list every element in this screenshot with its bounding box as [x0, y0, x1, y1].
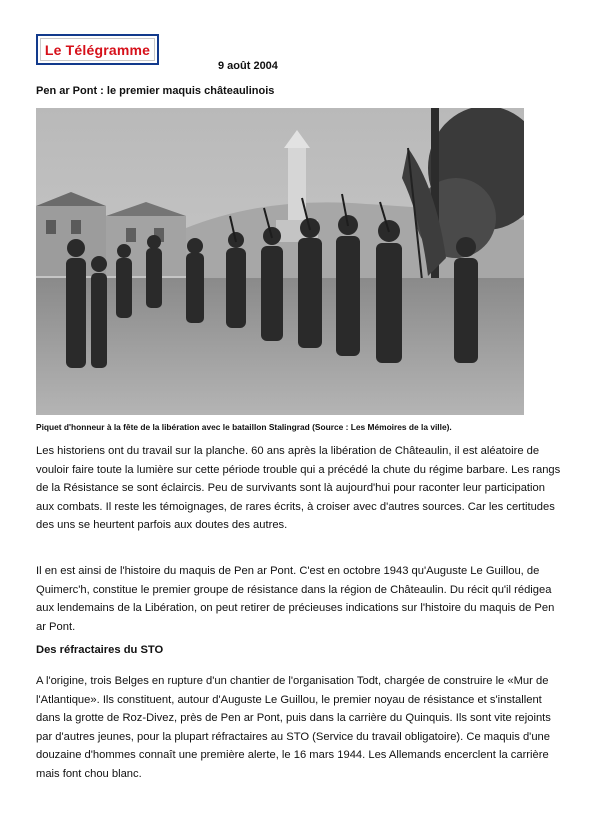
logo-text: Le Télégramme	[40, 38, 155, 61]
article-headline: Pen ar Pont : le premier maquis châteaulinois	[36, 85, 275, 97]
section-subheading: Des réfractaires du STO	[36, 644, 164, 656]
article-date: 9 août 2004	[218, 60, 278, 72]
photo-caption: Piquet d'honneur à la fête de la libération avec le bataillon Stalingrad (Source : Les Mémoires de la ville).	[36, 422, 452, 432]
liberation-parade-photo	[36, 108, 524, 415]
newspaper-logo	[36, 34, 159, 65]
body-paragraph: A l'origine, trois Belges en rupture d'un chantier de l'organisation Todt, chargée de construire le «Mur de l'Atlantique». Ils constituent, autour d'Auguste Le Guillou, le premier noyau de résistance et s'installent dans la grotte de Roz-Divez, près de Pen ar Pont, puis dans la carrière du Quinquis. Ils sont vite rejoints par d'autres jeunes, pour la plupart réfractaires au STO (Service du travail obligatoire). Ce maquis d'une douzaine d'hommes connaît une première alerte, le 16 mars 1944. Les Allemands encerclent la carrière mais font chou blanc.	[36, 675, 551, 780]
body-paragraph: Il en est ainsi de l'histoire du maquis de Pen ar Pont. C'est en octobre 1943 qu'Auguste Le Guillou, de Quimerc'h, constitue le premier groupe de résistance dans la région de Châteaulin. Du récit qu'il rédigea aux lendemains de la Libération, on peut retirer de précieuses indications sur l'histoire du maquis de Pen ar Pont.	[36, 565, 555, 633]
body-paragraph: Les historiens ont du travail sur la planche. 60 ans après la libération de Châteaulin, il est aléatoire de vouloir faire toute la lumière sur cette période trouble qui a précédé la chute du régime barbare. Les rangs de la Résistance se sont éclaircis. Peu de survivants sont là aujourd'hui pour raconter leur participation aux combats. Il reste les témoignages, de rares écrits, à croiser avec d'autres sources. Car les certitudes des uns se heurtent parfois aux doutes des autres.	[36, 445, 561, 532]
